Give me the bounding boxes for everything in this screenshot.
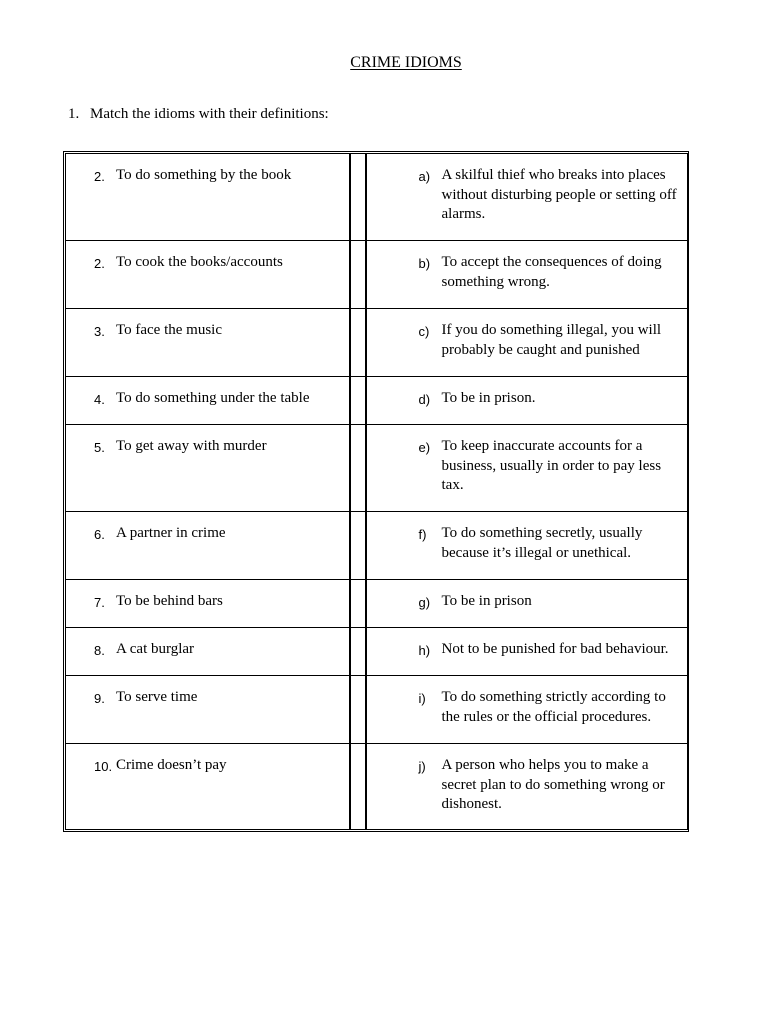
matching-table	[63, 151, 689, 832]
idiom-number: 5.	[94, 440, 105, 455]
definition-text: If you do something illegal, you will probably be caught and punished	[441, 322, 662, 358]
idiom-number: 2.	[94, 169, 105, 184]
definition-text: To be in prison.	[441, 390, 536, 406]
idiom-cell	[66, 154, 350, 241]
definition-text: A person who helps you to make a secret plan to do something wrong or dishonest.	[441, 757, 665, 812]
idiom-number: 8.	[94, 643, 105, 658]
page-title: CRIME IDIOMS	[350, 54, 462, 71]
definition-letter: g)	[418, 595, 431, 610]
instruction	[68, 106, 329, 123]
definition-letter: i)	[418, 691, 426, 706]
definition-text: To do something secretly, usually because it’s illegal or unethical.	[441, 525, 643, 561]
definition-text: To accept the consequences of doing something wrong.	[441, 254, 662, 290]
table-row	[66, 241, 688, 309]
definition-cell	[366, 676, 688, 744]
definition-letter: j)	[418, 759, 426, 774]
idiom-text: To serve time	[116, 689, 198, 705]
definition-cell	[366, 628, 688, 676]
definition-cell	[366, 309, 688, 377]
definition-letter: d)	[418, 392, 431, 407]
definition-cell	[366, 512, 688, 580]
spacer-cell	[350, 309, 366, 377]
spacer-cell	[350, 425, 366, 512]
definition-letter: h)	[418, 643, 431, 658]
table-row	[66, 377, 688, 425]
idiom-text: To be behind bars	[116, 593, 223, 609]
idiom-text: To do something under the table	[116, 390, 310, 406]
table-row	[66, 512, 688, 580]
table-row	[66, 309, 688, 377]
idiom-cell	[66, 744, 350, 830]
table-row	[66, 580, 688, 628]
spacer-cell	[350, 154, 366, 241]
definition-letter: f)	[418, 527, 427, 542]
table-row	[66, 628, 688, 676]
idiom-text: Crime doesn’t pay	[116, 757, 227, 773]
idiom-text: To cook the books/accounts	[116, 254, 283, 270]
spacer-cell	[350, 744, 366, 830]
idiom-number: 9.	[94, 691, 105, 706]
table-body	[66, 154, 688, 830]
idiom-text: To do something by the book	[116, 167, 292, 183]
definition-letter: a)	[418, 169, 431, 184]
idioms-table	[65, 153, 688, 830]
spacer-cell	[350, 628, 366, 676]
idiom-number: 4.	[94, 392, 105, 407]
definition-letter: c)	[418, 324, 430, 339]
idiom-cell	[66, 512, 350, 580]
table-row	[66, 676, 688, 744]
spacer-cell	[350, 676, 366, 744]
idiom-cell	[66, 580, 350, 628]
definition-text: To be in prison	[441, 593, 532, 609]
table-row	[66, 744, 688, 830]
idiom-cell	[66, 676, 350, 744]
definition-cell	[366, 377, 688, 425]
spacer-cell	[350, 512, 366, 580]
definition-letter: e)	[418, 440, 431, 455]
definition-text: Not to be punished for bad behaviour.	[441, 641, 669, 657]
idiom-number: 3.	[94, 324, 105, 339]
definition-cell	[366, 580, 688, 628]
definition-text: To do something strictly according to the rules or the official procedures.	[441, 689, 666, 725]
idiom-cell	[66, 425, 350, 512]
idiom-cell	[66, 309, 350, 377]
definition-letter: b)	[418, 256, 431, 271]
spacer-cell	[350, 377, 366, 425]
idiom-text: To face the music	[116, 322, 222, 338]
instruction-text: Match the idioms with their definitions:	[90, 106, 329, 122]
definition-cell	[366, 241, 688, 309]
instruction-number: 1.	[68, 106, 80, 122]
table-row	[66, 154, 688, 241]
spacer-cell	[350, 580, 366, 628]
table-row	[66, 425, 688, 512]
spacer-cell	[350, 241, 366, 309]
idiom-number: 2.	[94, 256, 105, 271]
definition-cell	[366, 425, 688, 512]
idiom-cell	[66, 241, 350, 309]
idiom-text: A partner in crime	[116, 525, 226, 541]
definition-cell	[366, 744, 688, 830]
idiom-number: 10.	[94, 759, 113, 774]
definition-cell	[366, 154, 688, 241]
idiom-number: 7.	[94, 595, 105, 610]
idiom-text: A cat burglar	[116, 641, 195, 657]
idiom-cell	[66, 628, 350, 676]
idiom-number: 6.	[94, 527, 105, 542]
idiom-text: To get away with murder	[116, 438, 267, 454]
definition-text: To keep inaccurate accounts for a business, usually in order to pay less tax.	[441, 438, 662, 493]
definition-text: A skilful thief who breaks into places without disturbing people or setting off alarms.	[441, 167, 677, 222]
idiom-cell	[66, 377, 350, 425]
